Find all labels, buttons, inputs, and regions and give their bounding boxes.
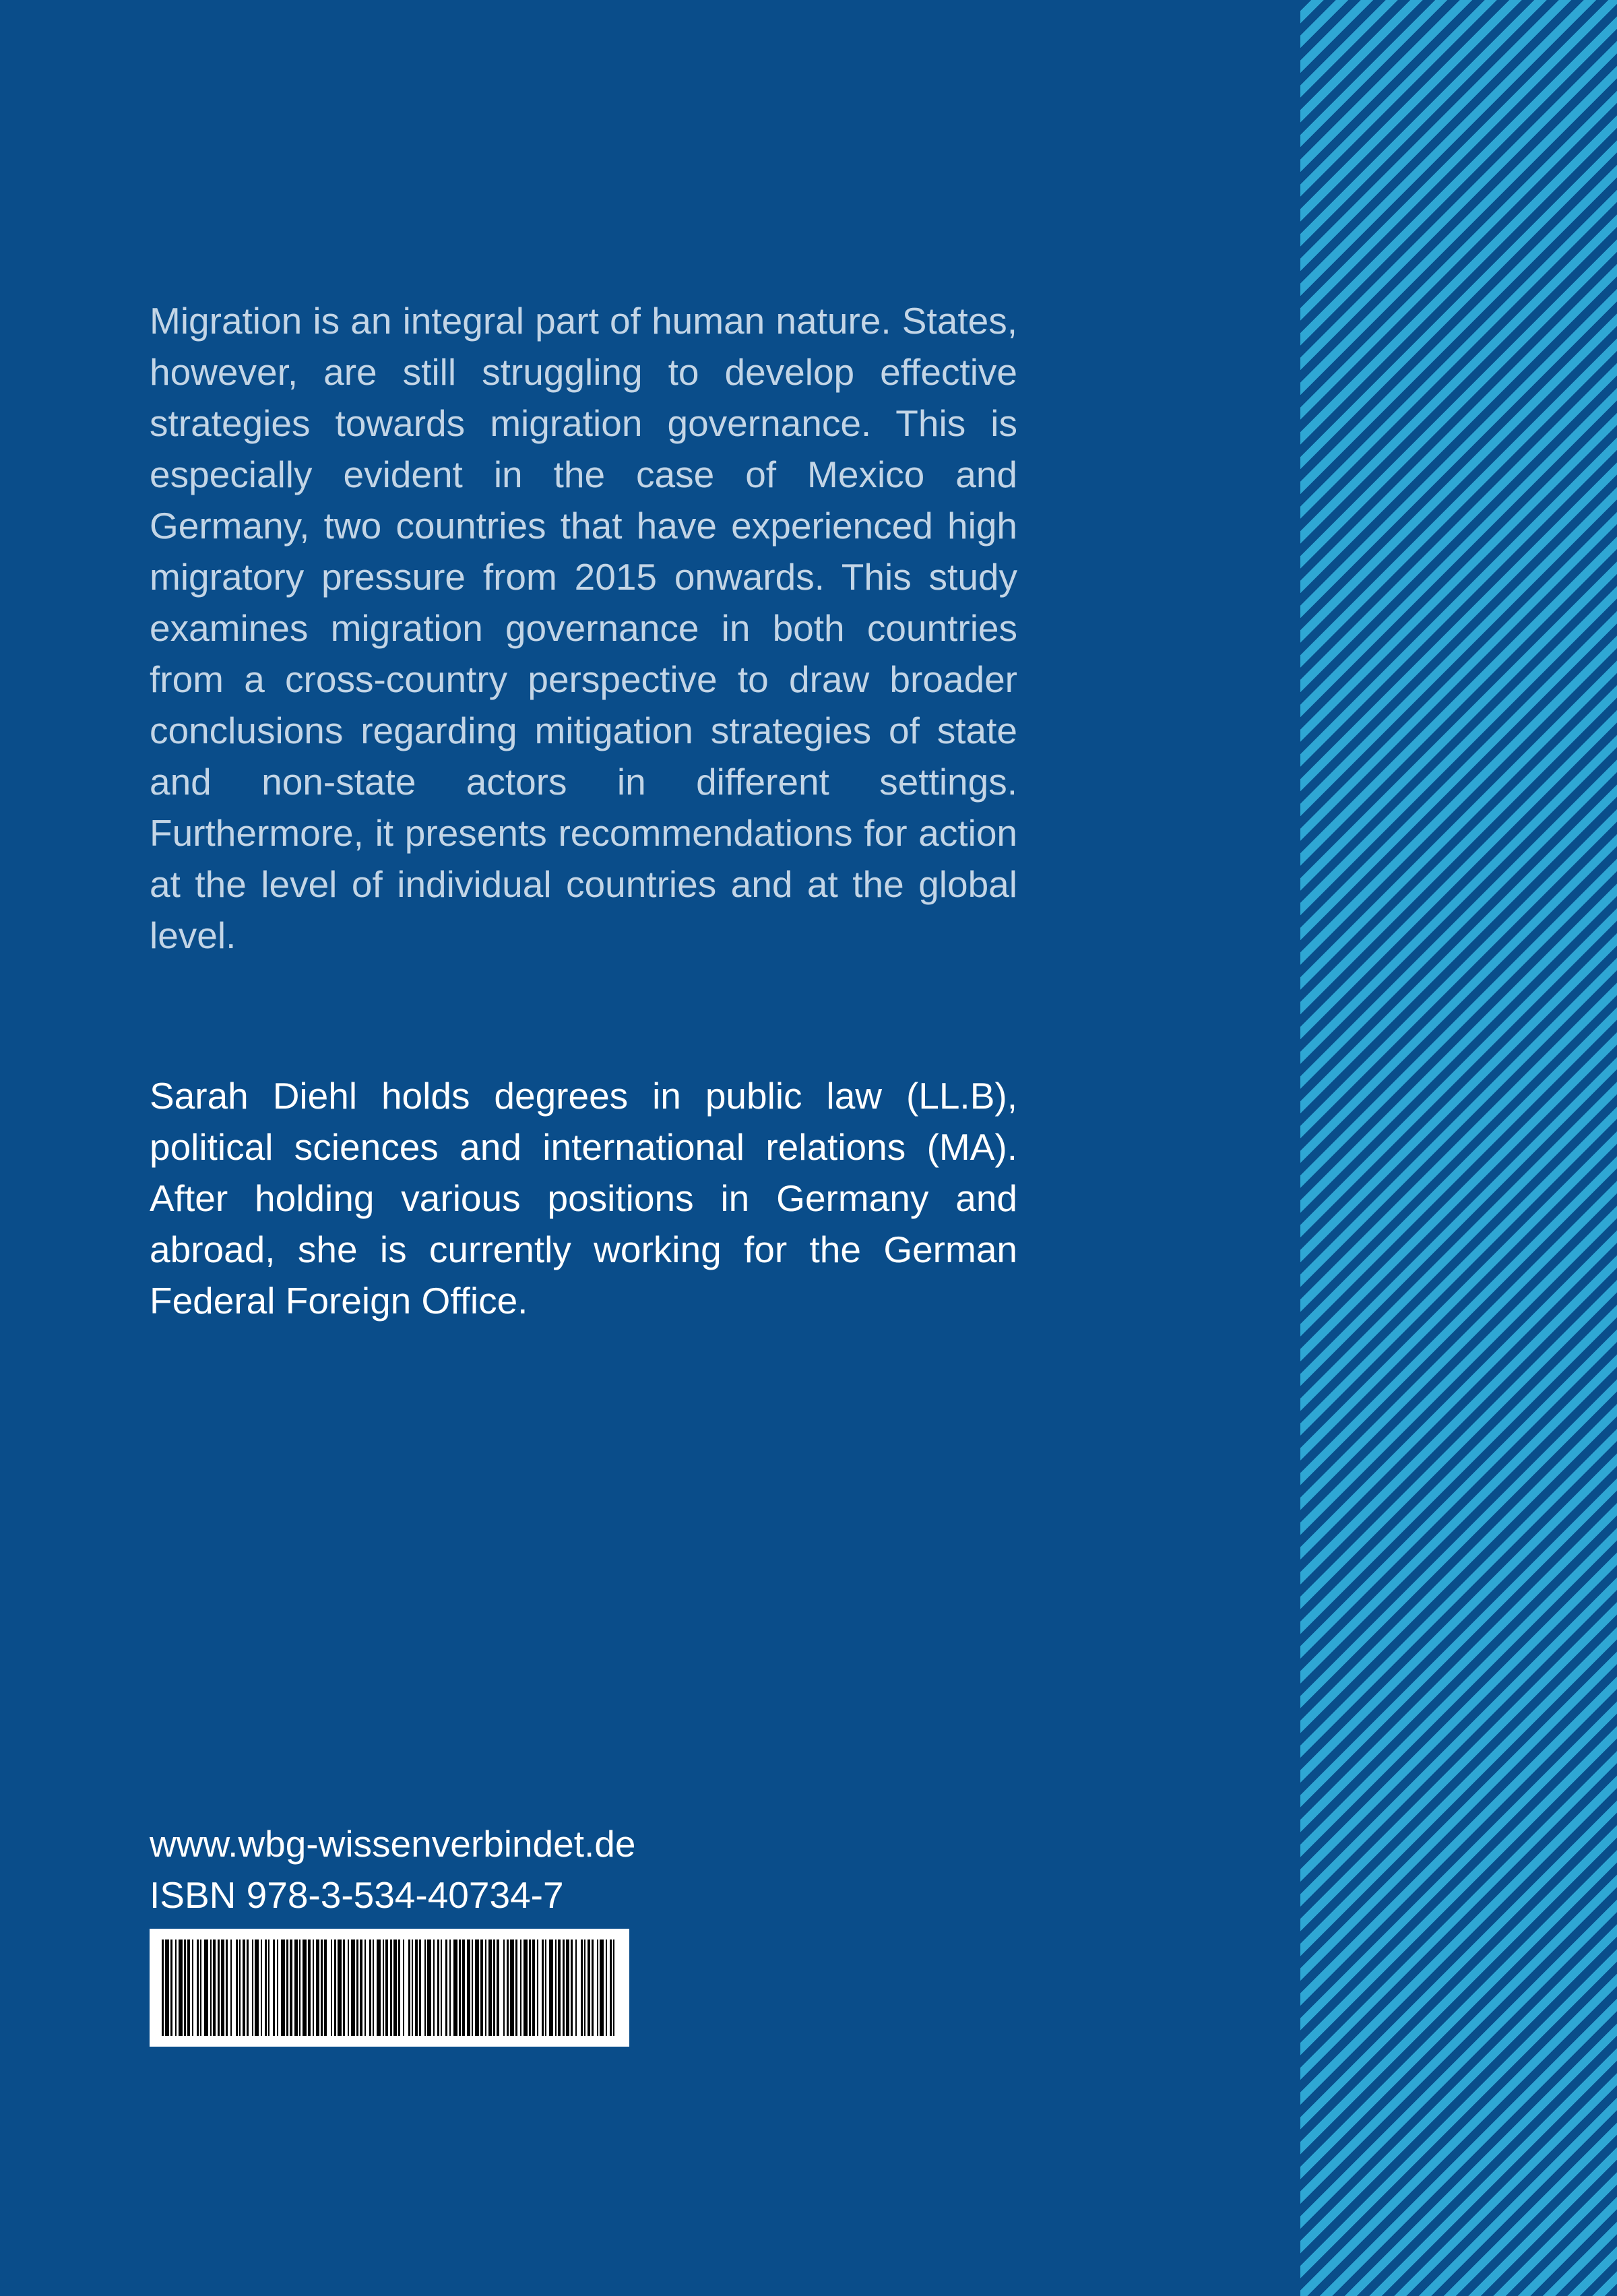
barcode-bar [290, 1940, 292, 2036]
barcode-bar [437, 1940, 439, 2036]
barcode-bar [524, 1940, 528, 2036]
barcode-bar [226, 1940, 228, 2036]
barcode-bar [419, 1940, 421, 2036]
publisher-website: www.wbg-wissenverbindet.de [150, 1823, 636, 1865]
barcode-bar [303, 1940, 307, 2036]
barcode-bar [377, 1940, 381, 2036]
barcode-bar [385, 1940, 388, 2036]
barcode-bar [286, 1940, 288, 2036]
barcode-bar [351, 1940, 355, 2036]
barcode-bar [187, 1940, 190, 2036]
barcode-bar [213, 1940, 216, 2036]
barcode-bar [459, 1940, 461, 2036]
author-bio: Sarah Diehl holds degrees in public law (LL.B), political sciences and international relations (MA). After holding various positions in Germany and abroad, she is currently working for the German Federal Foreign Office. [150, 1075, 1017, 1322]
barcode-bar [545, 1940, 546, 2036]
barcode-bar [600, 1940, 604, 2036]
barcode-bar [485, 1940, 486, 2036]
barcode-bar [239, 1940, 241, 2036]
barcode-bar [563, 1940, 565, 2036]
barcode-bar [331, 1940, 332, 2036]
barcode-bar [313, 1940, 314, 2036]
barcode-bar [510, 1940, 514, 2036]
barcode-bar [200, 1940, 201, 2036]
barcode-bar [252, 1940, 253, 2036]
barcode-bar [497, 1940, 499, 2036]
barcode-bar [184, 1940, 186, 2036]
barcode-bar [369, 1940, 371, 2036]
barcode-bar [558, 1940, 561, 2036]
barcode-bar [360, 1940, 362, 2036]
barcode-bar [299, 1940, 300, 2036]
barcode-bar [493, 1940, 495, 2036]
barcode-bar [529, 1940, 531, 2036]
barcode-bar [488, 1940, 492, 2036]
barcode-bar [475, 1940, 479, 2036]
barcode-bar [555, 1940, 557, 2036]
barcode-bar [204, 1940, 208, 2036]
barcode-bar [575, 1940, 577, 2036]
barcode-bar [581, 1940, 583, 2036]
barcode [150, 1929, 629, 2047]
barcode-bar [408, 1940, 410, 2036]
barcode-bar [520, 1940, 521, 2036]
barcode-bar [393, 1940, 397, 2036]
barcode-bar [316, 1940, 319, 2036]
barcode-bar [571, 1940, 573, 2036]
barcode-bar [364, 1940, 366, 2036]
barcode-bar [515, 1940, 517, 2036]
barcode-bar [165, 1940, 169, 2036]
barcode-bar [162, 1940, 164, 2036]
barcode-bar [412, 1940, 413, 2036]
barcode-bar [281, 1940, 285, 2036]
barcode-bar [424, 1940, 426, 2036]
barcode-bar [230, 1940, 232, 2036]
barcode-bar [445, 1940, 447, 2036]
barcode-bar [261, 1940, 262, 2036]
barcode-bar [542, 1940, 544, 2036]
barcode-bar [390, 1940, 392, 2036]
barcode-bar [537, 1940, 538, 2036]
barcode-bar [453, 1940, 457, 2036]
barcode-bar [373, 1940, 374, 2036]
barcode-bar [584, 1940, 585, 2036]
barcode-bar [255, 1940, 259, 2036]
barcode-bar [218, 1940, 220, 2036]
barcode-bar [398, 1940, 400, 2036]
barcode-bar [613, 1940, 614, 2036]
barcode-bar [356, 1940, 358, 2036]
barcode-bar [243, 1940, 245, 2036]
barcode-bar [592, 1940, 594, 2036]
barcode-bar [462, 1940, 465, 2036]
publisher-info [150, 1818, 635, 1921]
barcode-bar [597, 1940, 598, 2036]
barcode-bar [403, 1940, 404, 2036]
barcode-bar [449, 1940, 451, 2036]
barcode-icon [162, 1940, 617, 2036]
barcode-bar [268, 1940, 270, 2036]
barcode-bar [480, 1940, 483, 2036]
barcode-bar [221, 1940, 224, 2036]
barcode-bar [343, 1940, 345, 2036]
barcode-bar [606, 1940, 607, 2036]
diagonal-stripe-panel [1300, 0, 1617, 2296]
barcode-bar [588, 1940, 590, 2036]
isbn-number: ISBN 978-3-534-40734-7 [150, 1874, 564, 1916]
barcode-bar [610, 1940, 612, 2036]
barcode-bar [467, 1940, 470, 2036]
barcode-bar [273, 1940, 275, 2036]
barcode-bar [532, 1940, 535, 2036]
barcode-bar [210, 1940, 212, 2036]
barcode-bar [348, 1940, 349, 2036]
barcode-bar [338, 1940, 342, 2036]
barcode-bar [566, 1940, 569, 2036]
barcode-bar [427, 1940, 431, 2036]
barcode-bar [179, 1940, 183, 2036]
barcode-bar [549, 1940, 553, 2036]
barcode-bar [321, 1940, 323, 2036]
book-blurb: Migration is an integral part of human nature. States, however, are still struggling to develop effective strategies towards migration governance. This is especially evident in the case of Mexico and Germany, two countries that have experienced high migratory pressure from 2015 onwards. This study examines migration governance in both countries from a cross-country perspective to draw broader conclusions regarding mitigation strategies of state and non-state actors in different settings. Furthermore, it presents recommendations for action at the level of individual countries and at the global level. [150, 300, 1017, 956]
barcode-bar [236, 1940, 238, 2036]
barcode-bar [192, 1940, 193, 2036]
barcode-bar [472, 1940, 473, 2036]
barcode-bar [433, 1940, 435, 2036]
barcode-bar [175, 1940, 177, 2036]
barcode-bar [383, 1940, 384, 2036]
barcode-bar [324, 1940, 327, 2036]
barcode-bar [415, 1940, 418, 2036]
barcode-bar [170, 1940, 172, 2036]
barcode-bar [503, 1940, 505, 2036]
barcode-bar [441, 1940, 442, 2036]
barcode-bar [507, 1940, 509, 2036]
barcode-bar [247, 1940, 249, 2036]
barcode-bar [277, 1940, 278, 2036]
barcode-bar [334, 1940, 336, 2036]
barcode-bar [308, 1940, 311, 2036]
barcode-bar [265, 1940, 267, 2036]
barcode-bar [197, 1940, 199, 2036]
barcode-bar [294, 1940, 298, 2036]
